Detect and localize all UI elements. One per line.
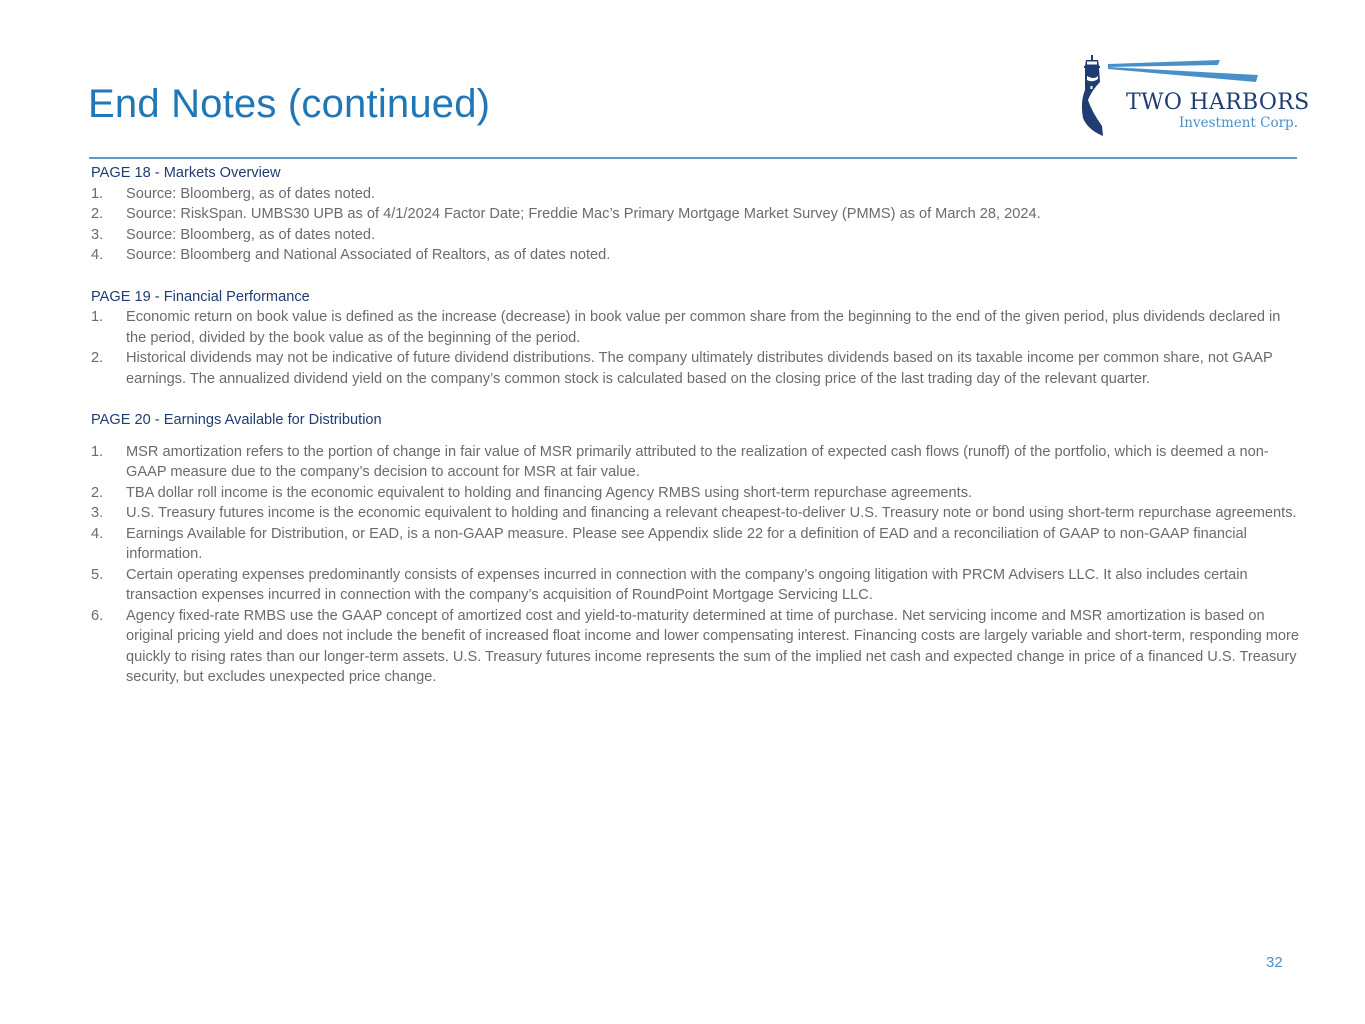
note-list [91, 184, 1301, 266]
list-item [91, 442, 1301, 483]
list-item [91, 204, 1301, 225]
note-number: 2. [91, 350, 104, 366]
end-notes [91, 163, 1301, 688]
note-text: Source: RiskSpan. UMBS30 UPB as of 4/1/2024 Factor Date; Freddie Mac’s Primary Mortgage Market Survey (PMMS) as of March 28, 2024. [126, 206, 1041, 222]
list-item [91, 565, 1301, 606]
note-number: 1. [91, 309, 104, 325]
note-text: U.S. Treasury futures income is the economic equivalent to holding and financing a relevant cheapest-to-deliver U.S. Treasury note or bond using short-term repurchase agreements. [126, 505, 1297, 521]
note-text: MSR amortization refers to the portion of change in fair value of MSR primarily attributed to the realization of expected cash flows (runoff) of the portfolio, which is deemed a non-GAAP measure due to the company’s decision to account for MSR at fair value. [126, 443, 1269, 480]
note-number: 2. [91, 206, 104, 222]
note-list [91, 442, 1301, 688]
list-item [91, 184, 1301, 205]
note-text: Source: Bloomberg, as of dates noted. [126, 185, 376, 202]
section-page-20 [91, 410, 1301, 688]
list-item [91, 524, 1301, 565]
note-number: 4. [91, 247, 104, 263]
note-number: 6. [91, 607, 104, 624]
section-page-18 [91, 163, 1301, 266]
list-item [91, 225, 1301, 246]
section-heading: PAGE 18 - Markets Overview [91, 165, 281, 181]
note-number: 2. [91, 484, 104, 501]
note-text: Earnings Available for Distribution, or EAD, is a non-GAAP measure. Please see Appendix slide 22 for a definition of EAD and a reconciliation of GAAP to non-GAAP financial information. [126, 525, 1247, 562]
note-list [91, 307, 1301, 389]
note-number: 3. [91, 226, 104, 243]
note-number: 1. [91, 185, 104, 202]
note-number: 5. [91, 566, 104, 583]
note-number: 3. [91, 505, 104, 521]
company-logo [1078, 50, 1308, 142]
note-text: Historical dividends may not be indicative of future dividend distributions. The company ultimately distributes dividends based on its taxable income per common share, not GAAP earnings. The annualized dividend yield on the company’s common stock is calculated based on the closing price of the last trading day of the relevant quarter. [126, 350, 1273, 387]
header-divider [89, 157, 1297, 159]
list-item [91, 348, 1301, 389]
list-item [91, 307, 1301, 348]
note-number: 4. [91, 525, 104, 542]
section-heading: PAGE 20 - Earnings Available for Distribution [91, 412, 382, 428]
logo-tagline: Investment Corp. [1178, 115, 1298, 131]
note-text: Source: Bloomberg, as of dates noted. [126, 226, 376, 243]
section-heading: PAGE 19 - Financial Performance [91, 288, 310, 305]
list-item [91, 245, 1301, 266]
note-text: Economic return on book value is defined as the increase (decrease) in book value per common share from the beginning to the end of the given period, plus dividends declared in the period, divided by the book value as of the beginning of the period. [126, 309, 1281, 346]
note-text: Agency fixed-rate RMBS use the GAAP concept of amortized cost and yield-to-maturity determined at time of purchase. Net servicing income and MSR amortization is based on original pricing yield and does not include the benefit of increased float income and lower compensating interest. Financing costs are largely variable and short-term, responding more quickly to rising rates than our longer-term assets. U.S. Treasury futures income represents the sum of the implied net cash and expected change in price of a financed U.S. Treasury security, but excludes unexpected price change. [126, 607, 1300, 685]
list-item [91, 606, 1301, 688]
section-page-19 [91, 287, 1301, 390]
note-text: TBA dollar roll income is the economic equivalent to holding and financing Agency RMBS using short-term repurchase agreements. [126, 484, 973, 501]
list-item [91, 503, 1301, 524]
list-item [91, 483, 1301, 504]
note-text: Source: Bloomberg and National Associated of Realtors, as of dates noted. [126, 247, 611, 263]
page-title: End Notes (continued) [88, 82, 491, 126]
logo-wordmark: TWO HARBORS [1126, 90, 1310, 115]
note-number: 1. [91, 443, 104, 460]
note-text: Certain operating expenses predominantly consists of expenses incurred in connection with the company’s ongoing litigation with PRCM Advisers LLC. It also includes certain transaction expenses incurred in connection with the company’s acquisition of RoundPoint Mortgage Servicing LLC. [126, 566, 1248, 603]
page-number: 32 [1266, 954, 1283, 971]
